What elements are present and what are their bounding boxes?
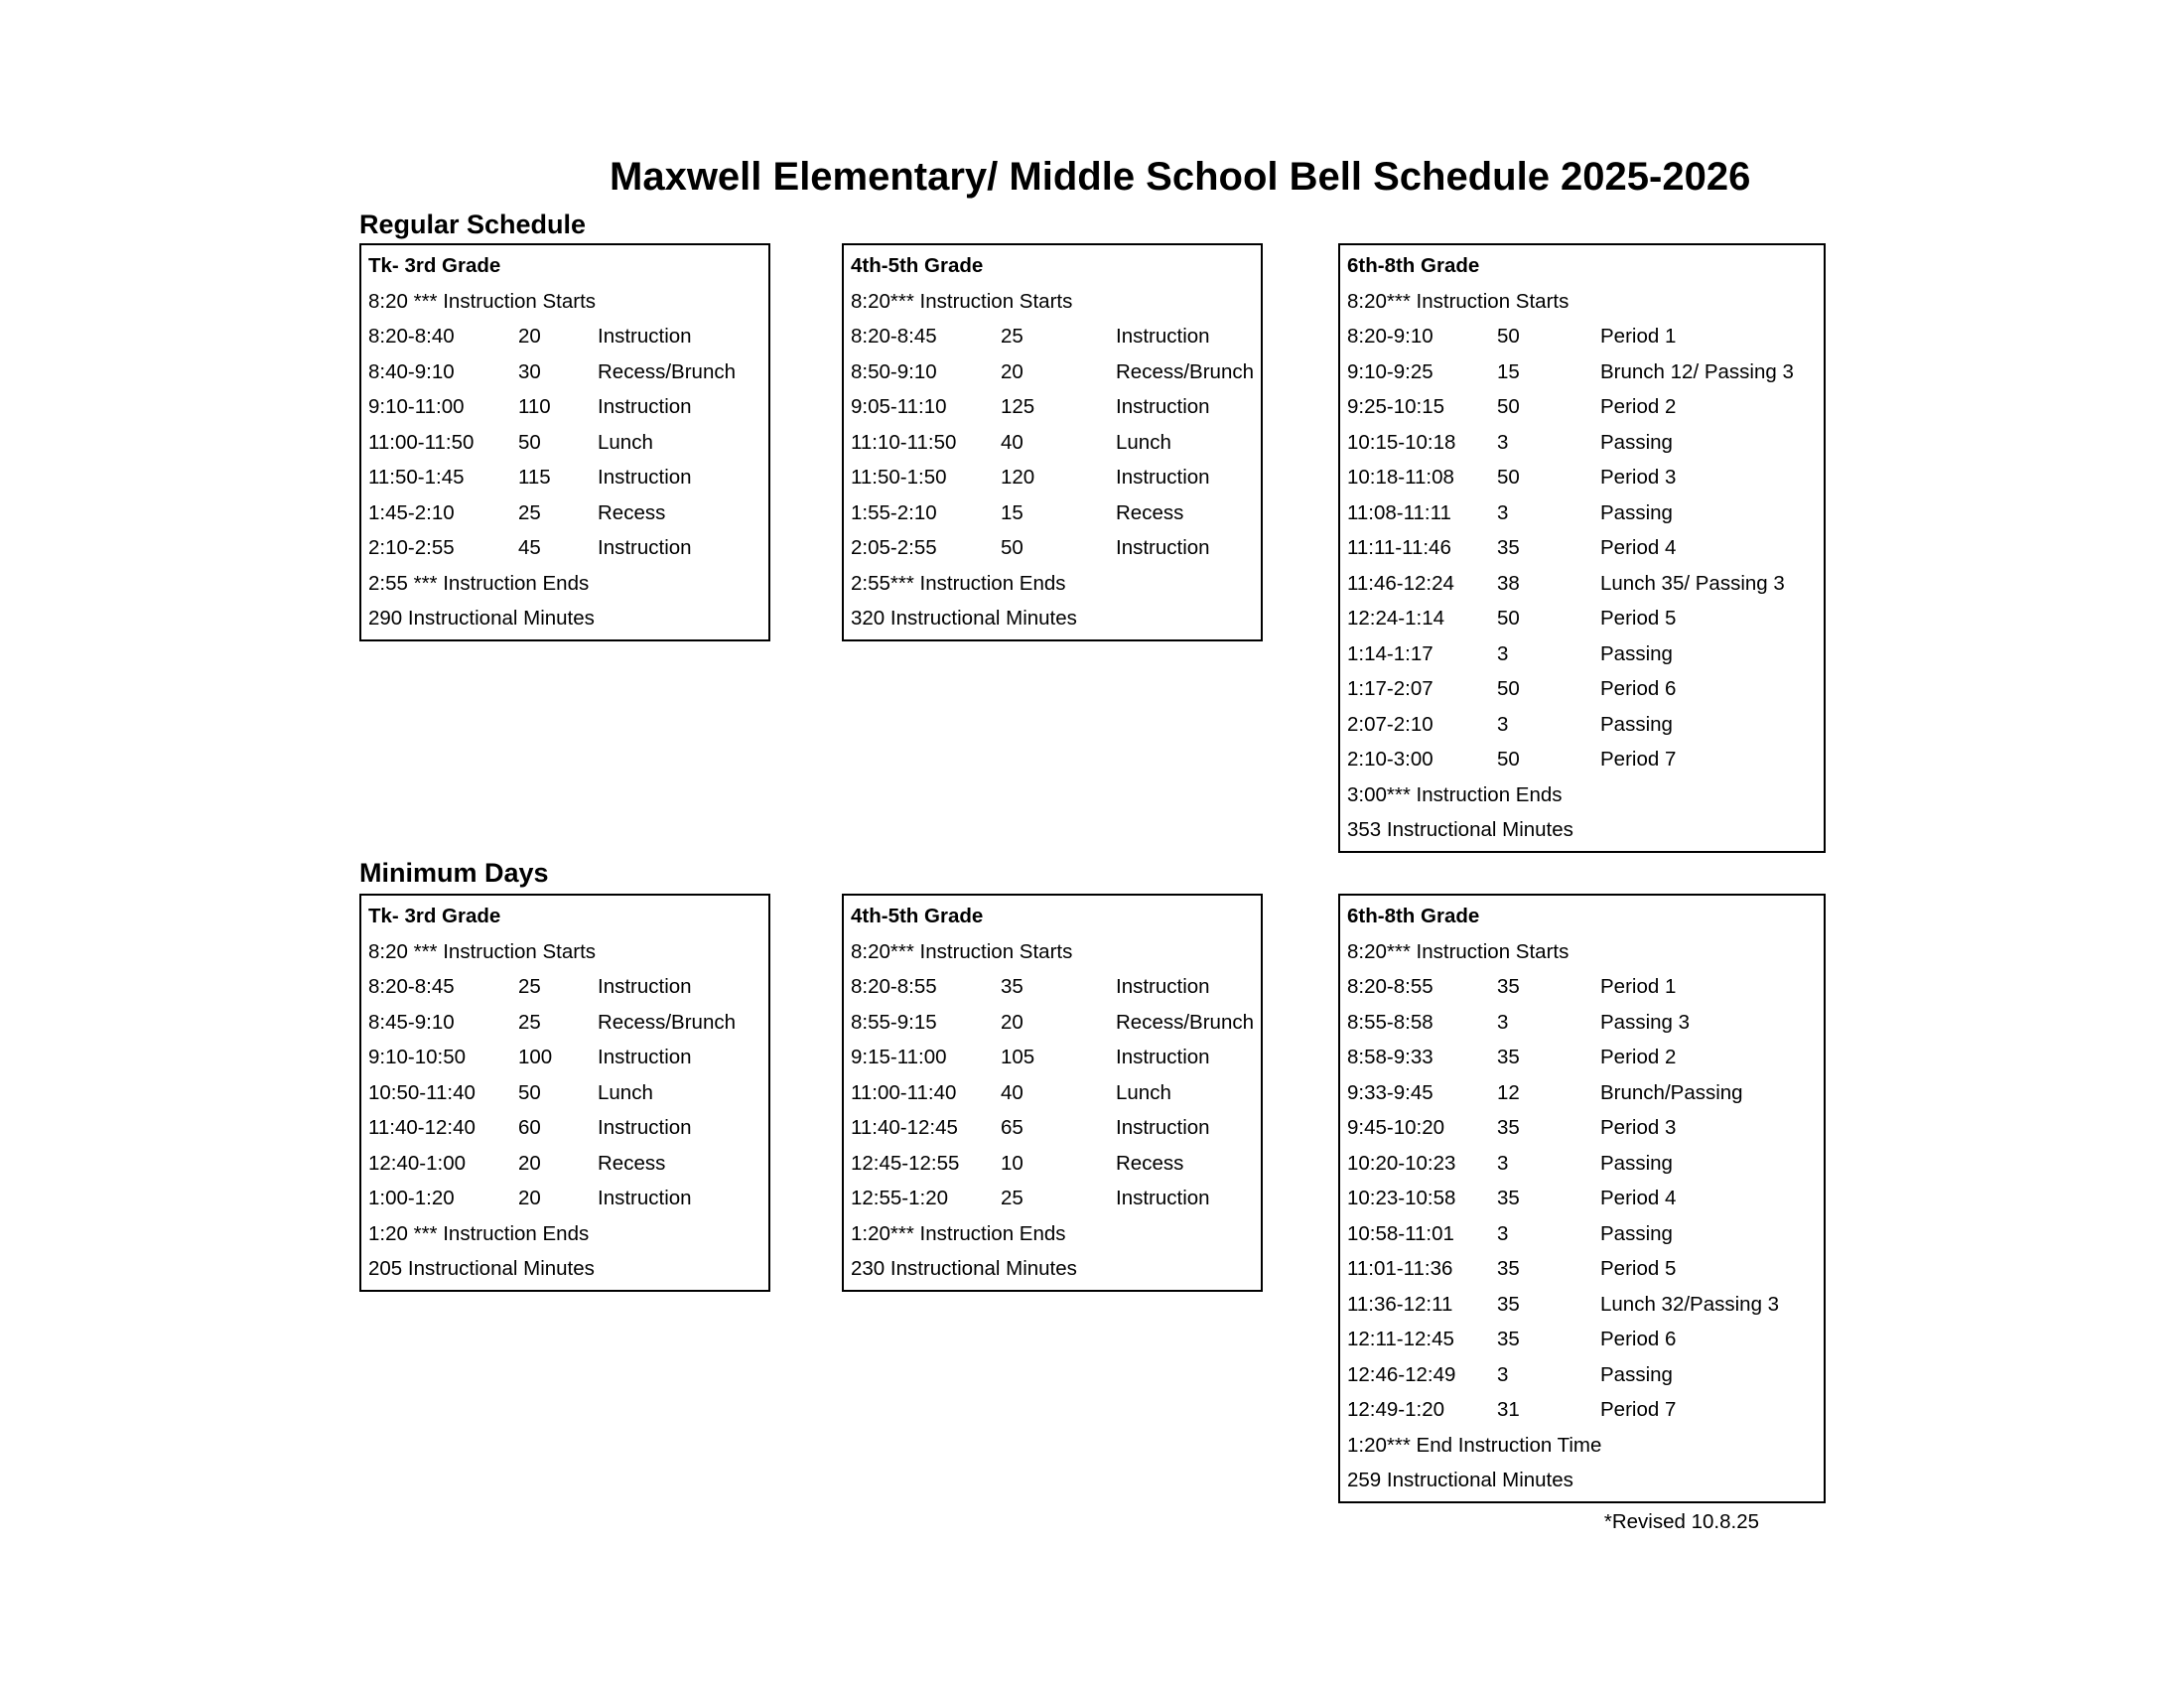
duration-minutes: 35 bbox=[1497, 1257, 1520, 1280]
schedule-row bbox=[1340, 319, 1824, 354]
schedule-row bbox=[1340, 425, 1824, 461]
duration-minutes: 125 bbox=[1001, 395, 1035, 418]
instruction-starts-row bbox=[361, 934, 768, 970]
duration-minutes: 50 bbox=[1497, 466, 1520, 489]
activity-label: Recess/Brunch bbox=[1116, 1005, 1257, 1041]
grade-box-title: Tk- 3rd Grade bbox=[368, 254, 501, 277]
time-range: 10:20-10:23 bbox=[1347, 1151, 1456, 1175]
activity-label: Period 5 bbox=[1600, 601, 1679, 636]
grade-box-title: 6th-8th Grade bbox=[1347, 905, 1480, 927]
schedule-row bbox=[361, 969, 768, 1005]
schedule-row bbox=[844, 319, 1261, 354]
grade-box-header-row bbox=[361, 899, 768, 934]
instructional-minutes-total: 320 Instructional Minutes bbox=[851, 607, 1077, 630]
time-range: 12:46-12:49 bbox=[1347, 1362, 1456, 1386]
schedule-row bbox=[844, 354, 1261, 390]
instructional-minutes-row bbox=[1340, 812, 1824, 848]
activity-label: Period 3 bbox=[1600, 1110, 1679, 1146]
schedule-row bbox=[844, 425, 1261, 461]
grade-box-regular-schedule-1 bbox=[842, 243, 1263, 641]
instruction-starts-line: 8:20 *** Instruction Starts bbox=[368, 289, 597, 313]
time-range: 8:20-8:45 bbox=[368, 975, 455, 998]
time-range: 10:15-10:18 bbox=[1347, 430, 1456, 454]
instruction-starts-row bbox=[844, 284, 1261, 320]
duration-minutes: 25 bbox=[1001, 325, 1024, 348]
activity-label: Lunch 35/ Passing 3 bbox=[1600, 566, 1788, 602]
time-range: 11:01-11:36 bbox=[1347, 1257, 1453, 1280]
duration-minutes: 65 bbox=[1001, 1116, 1024, 1139]
time-range: 11:10-11:50 bbox=[851, 430, 957, 454]
duration-minutes: 120 bbox=[1001, 466, 1035, 489]
schedule-row bbox=[1340, 389, 1824, 425]
schedule-row bbox=[1340, 566, 1824, 602]
duration-minutes: 3 bbox=[1497, 1151, 1509, 1175]
grade-box-title: 4th-5th Grade bbox=[851, 254, 984, 277]
activity-label: Recess/Brunch bbox=[598, 354, 739, 390]
schedule-row bbox=[844, 1005, 1261, 1041]
duration-minutes: 25 bbox=[1001, 1187, 1024, 1209]
time-range: 11:40-12:45 bbox=[851, 1116, 958, 1139]
duration-minutes: 20 bbox=[518, 1187, 541, 1209]
instructional-minutes-row bbox=[844, 1251, 1261, 1287]
schedule-row bbox=[361, 389, 768, 425]
duration-minutes: 25 bbox=[518, 500, 541, 524]
activity-label: Period 2 bbox=[1600, 1040, 1679, 1075]
schedule-row bbox=[1340, 1357, 1824, 1393]
duration-minutes: 20 bbox=[1001, 359, 1024, 383]
schedule-row bbox=[844, 530, 1261, 566]
schedule-row bbox=[1340, 1216, 1824, 1252]
activity-label: Instruction bbox=[598, 460, 695, 495]
grade-box-regular-schedule-2 bbox=[1338, 243, 1826, 853]
activity-label: Period 6 bbox=[1600, 671, 1679, 707]
duration-minutes: 35 bbox=[1497, 1328, 1520, 1350]
time-range: 11:50-1:50 bbox=[851, 466, 947, 489]
duration-minutes: 35 bbox=[1497, 536, 1520, 559]
activity-label: Instruction bbox=[1116, 1040, 1213, 1075]
duration-minutes: 35 bbox=[1497, 1046, 1520, 1068]
instruction-ends-line: 3:00*** Instruction Ends bbox=[1347, 782, 1563, 806]
activity-label: Period 6 bbox=[1600, 1322, 1679, 1357]
time-range: 2:10-3:00 bbox=[1347, 748, 1433, 771]
duration-minutes: 50 bbox=[1497, 325, 1520, 348]
time-range: 10:58-11:01 bbox=[1347, 1221, 1454, 1245]
grade-box-minimum-days-0 bbox=[359, 894, 770, 1292]
duration-minutes: 40 bbox=[1001, 430, 1024, 454]
page-title: Maxwell Elementary/ Middle School Bell Schedule 2025-2026 bbox=[610, 155, 1751, 199]
duration-minutes: 10 bbox=[1001, 1151, 1024, 1175]
time-range: 11:36-12:11 bbox=[1347, 1292, 1453, 1316]
time-range: 10:50-11:40 bbox=[368, 1080, 476, 1104]
instructional-minutes-total: 290 Instructional Minutes bbox=[368, 607, 595, 630]
activity-label: Instruction bbox=[598, 969, 695, 1005]
schedule-row bbox=[361, 1110, 768, 1146]
grade-box-header-row bbox=[361, 248, 768, 284]
duration-minutes: 3 bbox=[1497, 430, 1509, 454]
schedule-row bbox=[844, 495, 1261, 531]
time-range: 9:45-10:20 bbox=[1347, 1116, 1445, 1139]
grade-box-header-row bbox=[1340, 248, 1824, 284]
schedule-row bbox=[1340, 742, 1824, 777]
activity-label: Period 7 bbox=[1600, 742, 1679, 777]
schedule-row bbox=[361, 460, 768, 495]
activity-label: Passing bbox=[1600, 1146, 1676, 1182]
time-range: 1:14-1:17 bbox=[1347, 641, 1433, 665]
duration-minutes: 3 bbox=[1497, 1221, 1509, 1245]
time-range: 11:46-12:24 bbox=[1347, 571, 1454, 595]
grade-box-header-row bbox=[844, 248, 1261, 284]
schedule-row bbox=[1340, 1075, 1824, 1111]
duration-minutes: 25 bbox=[518, 975, 541, 998]
schedule-row bbox=[1340, 1181, 1824, 1216]
activity-label: Instruction bbox=[598, 1110, 695, 1146]
schedule-row bbox=[1340, 1392, 1824, 1428]
time-range: 9:10-9:25 bbox=[1347, 359, 1433, 383]
schedule-row bbox=[1340, 1110, 1824, 1146]
instruction-ends-line: 2:55*** Instruction Ends bbox=[851, 571, 1066, 595]
schedule-row bbox=[361, 1005, 768, 1041]
time-range: 12:45-12:55 bbox=[851, 1151, 960, 1175]
activity-label: Recess bbox=[1116, 495, 1186, 531]
time-range: 12:11-12:45 bbox=[1347, 1328, 1454, 1350]
instruction-starts-row bbox=[1340, 934, 1824, 970]
activity-label: Period 7 bbox=[1600, 1392, 1679, 1428]
activity-label: Recess/Brunch bbox=[598, 1005, 739, 1041]
time-range: 1:55-2:10 bbox=[851, 500, 937, 524]
instructional-minutes-row bbox=[844, 601, 1261, 636]
time-range: 8:20-8:55 bbox=[1347, 975, 1433, 998]
time-range: 11:08-11:11 bbox=[1347, 500, 1451, 524]
schedule-row bbox=[361, 1040, 768, 1075]
schedule-row bbox=[1340, 460, 1824, 495]
instructional-minutes-total: 259 Instructional Minutes bbox=[1347, 1469, 1573, 1491]
schedule-row bbox=[361, 354, 768, 390]
activity-label: Brunch 12/ Passing 3 bbox=[1600, 354, 1797, 390]
duration-minutes: 50 bbox=[518, 1080, 541, 1104]
time-range: 8:55-9:15 bbox=[851, 1010, 937, 1034]
grade-box-minimum-days-1 bbox=[842, 894, 1263, 1292]
instruction-ends-row bbox=[844, 1216, 1261, 1252]
activity-label: Period 5 bbox=[1600, 1251, 1679, 1287]
time-range: 8:45-9:10 bbox=[368, 1010, 455, 1034]
activity-label: Recess/Brunch bbox=[1116, 354, 1257, 390]
duration-minutes: 50 bbox=[1497, 395, 1520, 418]
schedule-row bbox=[1340, 707, 1824, 743]
time-range: 8:58-9:33 bbox=[1347, 1046, 1433, 1068]
activity-label: Period 2 bbox=[1600, 389, 1679, 425]
instructional-minutes-total: 353 Instructional Minutes bbox=[1347, 818, 1573, 841]
section-heading-regular-schedule: Regular Schedule bbox=[359, 210, 587, 239]
duration-minutes: 35 bbox=[1497, 1116, 1520, 1139]
duration-minutes: 35 bbox=[1497, 1187, 1520, 1209]
activity-label: Instruction bbox=[598, 530, 695, 566]
time-range: 9:25-10:15 bbox=[1347, 395, 1445, 418]
activity-label: Passing 3 bbox=[1600, 1005, 1693, 1041]
schedule-row bbox=[361, 530, 768, 566]
instruction-ends-row bbox=[361, 566, 768, 602]
duration-minutes: 30 bbox=[518, 359, 541, 383]
instructional-minutes-total: 230 Instructional Minutes bbox=[851, 1257, 1077, 1280]
schedule-row bbox=[844, 1181, 1261, 1216]
duration-minutes: 20 bbox=[1001, 1010, 1024, 1034]
schedule-row bbox=[1340, 1040, 1824, 1075]
time-range: 8:40-9:10 bbox=[368, 359, 455, 383]
activity-label: Lunch bbox=[598, 425, 656, 461]
time-range: 8:55-8:58 bbox=[1347, 1010, 1433, 1034]
time-range: 9:10-11:00 bbox=[368, 395, 465, 418]
time-range: 9:15-11:00 bbox=[851, 1046, 947, 1068]
duration-minutes: 12 bbox=[1497, 1080, 1520, 1104]
activity-label: Period 4 bbox=[1600, 1181, 1679, 1216]
instruction-starts-line: 8:20*** Instruction Starts bbox=[851, 939, 1073, 963]
activity-label: Instruction bbox=[1116, 319, 1213, 354]
duration-minutes: 20 bbox=[518, 325, 541, 348]
time-range: 8:20-9:10 bbox=[1347, 325, 1433, 348]
duration-minutes: 105 bbox=[1001, 1046, 1035, 1068]
duration-minutes: 15 bbox=[1497, 359, 1520, 383]
time-range: 2:05-2:55 bbox=[851, 536, 937, 559]
activity-label: Instruction bbox=[1116, 389, 1213, 425]
time-range: 11:40-12:40 bbox=[368, 1116, 476, 1139]
instruction-starts-row bbox=[361, 284, 768, 320]
activity-label: Instruction bbox=[598, 1040, 695, 1075]
revision-note: *Revised 10.8.25 bbox=[1603, 1510, 1759, 1533]
schedule-row bbox=[844, 460, 1261, 495]
schedule-row bbox=[361, 1146, 768, 1182]
schedule-row bbox=[1340, 1005, 1824, 1041]
activity-label: Passing bbox=[1600, 495, 1676, 531]
schedule-row bbox=[1340, 969, 1824, 1005]
time-range: 11:50-1:45 bbox=[368, 466, 465, 489]
duration-minutes: 3 bbox=[1497, 1362, 1509, 1386]
activity-label: Instruction bbox=[1116, 530, 1213, 566]
instruction-starts-line: 8:20*** Instruction Starts bbox=[1347, 289, 1570, 313]
time-range: 12:24-1:14 bbox=[1347, 607, 1445, 630]
duration-minutes: 40 bbox=[1001, 1080, 1024, 1104]
time-range: 9:33-9:45 bbox=[1347, 1080, 1433, 1104]
activity-label: Lunch 32/Passing 3 bbox=[1600, 1287, 1782, 1323]
instruction-ends-line: 1:20*** Instruction Ends bbox=[851, 1221, 1066, 1245]
time-range: 11:00-11:40 bbox=[851, 1080, 957, 1104]
activity-label: Instruction bbox=[1116, 460, 1213, 495]
time-range: 9:10-10:50 bbox=[368, 1046, 467, 1068]
schedule-row bbox=[844, 389, 1261, 425]
time-range: 2:10-2:55 bbox=[368, 536, 455, 559]
schedule-row bbox=[1340, 636, 1824, 672]
duration-minutes: 115 bbox=[518, 466, 551, 489]
instruction-starts-line: 8:20*** Instruction Starts bbox=[1347, 939, 1570, 963]
time-range: 11:00-11:50 bbox=[368, 430, 475, 454]
duration-minutes: 35 bbox=[1497, 975, 1520, 998]
activity-label: Period 1 bbox=[1600, 969, 1679, 1005]
instructional-minutes-total: 205 Instructional Minutes bbox=[368, 1257, 595, 1280]
activity-label: Lunch bbox=[598, 1075, 656, 1111]
schedule-row bbox=[844, 1146, 1261, 1182]
activity-label: Passing bbox=[1600, 1216, 1676, 1252]
instructional-minutes-row bbox=[361, 601, 768, 636]
activity-label: Recess bbox=[598, 1146, 668, 1182]
time-range: 11:11-11:46 bbox=[1347, 536, 1451, 559]
duration-minutes: 50 bbox=[1497, 607, 1520, 630]
duration-minutes: 3 bbox=[1497, 641, 1509, 665]
duration-minutes: 31 bbox=[1497, 1398, 1520, 1421]
instruction-starts-line: 8:20*** Instruction Starts bbox=[851, 289, 1073, 313]
schedule-row bbox=[361, 319, 768, 354]
duration-minutes: 3 bbox=[1497, 1010, 1509, 1034]
activity-label: Period 3 bbox=[1600, 460, 1679, 495]
schedule-row bbox=[844, 1075, 1261, 1111]
schedule-row bbox=[361, 425, 768, 461]
instruction-starts-line: 8:20 *** Instruction Starts bbox=[368, 939, 597, 963]
instruction-ends-line: 1:20 *** Instruction Ends bbox=[368, 1221, 590, 1245]
grade-box-title: 4th-5th Grade bbox=[851, 905, 984, 927]
schedule-row bbox=[1340, 495, 1824, 531]
duration-minutes: 15 bbox=[1001, 500, 1024, 524]
duration-minutes: 38 bbox=[1497, 571, 1520, 595]
duration-minutes: 50 bbox=[1497, 677, 1520, 700]
schedule-row bbox=[361, 1181, 768, 1216]
section-heading-minimum-days: Minimum Days bbox=[359, 858, 549, 888]
activity-label: Instruction bbox=[1116, 1181, 1213, 1216]
duration-minutes: 3 bbox=[1497, 712, 1509, 736]
activity-label: Period 1 bbox=[1600, 319, 1679, 354]
activity-label: Instruction bbox=[598, 389, 695, 425]
instruction-ends-row bbox=[1340, 1428, 1824, 1464]
time-range: 10:23-10:58 bbox=[1347, 1187, 1456, 1209]
grade-box-header-row bbox=[1340, 899, 1824, 934]
time-range: 12:49-1:20 bbox=[1347, 1398, 1445, 1421]
time-range: 1:00-1:20 bbox=[368, 1187, 455, 1209]
grade-box-title: 6th-8th Grade bbox=[1347, 254, 1480, 277]
instruction-ends-line: 2:55 *** Instruction Ends bbox=[368, 571, 590, 595]
duration-minutes: 35 bbox=[1497, 1292, 1520, 1316]
time-range: 10:18-11:08 bbox=[1347, 466, 1454, 489]
activity-label: Passing bbox=[1600, 636, 1676, 672]
instruction-ends-line: 1:20*** End Instruction Time bbox=[1347, 1433, 1602, 1457]
duration-minutes: 50 bbox=[1497, 748, 1520, 771]
grade-box-minimum-days-2 bbox=[1338, 894, 1826, 1503]
schedule-row bbox=[1340, 530, 1824, 566]
time-range: 8:50-9:10 bbox=[851, 359, 937, 383]
activity-label: Recess bbox=[1116, 1146, 1186, 1182]
instructional-minutes-row bbox=[361, 1251, 768, 1287]
time-range: 1:17-2:07 bbox=[1347, 677, 1433, 700]
activity-label: Instruction bbox=[598, 1181, 695, 1216]
instruction-starts-row bbox=[1340, 284, 1824, 320]
activity-label: Brunch/Passing bbox=[1600, 1075, 1746, 1111]
activity-label: Lunch bbox=[1116, 425, 1174, 461]
schedule-row bbox=[1340, 1146, 1824, 1182]
schedule-row bbox=[1340, 1322, 1824, 1357]
schedule-row bbox=[1340, 1287, 1824, 1323]
activity-label: Passing bbox=[1600, 707, 1676, 743]
grade-box-header-row bbox=[844, 899, 1261, 934]
time-range: 8:20-8:45 bbox=[851, 325, 937, 348]
instruction-ends-row bbox=[844, 566, 1261, 602]
duration-minutes: 60 bbox=[518, 1116, 541, 1139]
schedule-row bbox=[1340, 1251, 1824, 1287]
time-range: 12:40-1:00 bbox=[368, 1151, 467, 1175]
duration-minutes: 3 bbox=[1497, 500, 1509, 524]
schedule-row bbox=[844, 1040, 1261, 1075]
duration-minutes: 110 bbox=[518, 395, 551, 418]
activity-label: Passing bbox=[1600, 1357, 1676, 1393]
time-range: 2:07-2:10 bbox=[1347, 712, 1433, 736]
activity-label: Instruction bbox=[1116, 969, 1213, 1005]
schedule-row bbox=[844, 1110, 1261, 1146]
instruction-ends-row bbox=[361, 1216, 768, 1252]
grade-box-regular-schedule-0 bbox=[359, 243, 770, 641]
schedule-row bbox=[361, 1075, 768, 1111]
activity-label: Recess bbox=[598, 495, 668, 531]
schedule-row bbox=[844, 969, 1261, 1005]
schedule-row bbox=[1340, 601, 1824, 636]
time-range: 8:20-8:55 bbox=[851, 975, 937, 998]
grade-box-title: Tk- 3rd Grade bbox=[368, 905, 501, 927]
activity-label: Lunch bbox=[1116, 1075, 1174, 1111]
duration-minutes: 100 bbox=[518, 1046, 553, 1068]
duration-minutes: 50 bbox=[518, 430, 541, 454]
time-range: 1:45-2:10 bbox=[368, 500, 455, 524]
instruction-ends-row bbox=[1340, 777, 1824, 813]
instruction-starts-row bbox=[844, 934, 1261, 970]
duration-minutes: 50 bbox=[1001, 536, 1024, 559]
schedule-row bbox=[1340, 671, 1824, 707]
schedule-row bbox=[1340, 354, 1824, 390]
activity-label: Instruction bbox=[598, 319, 695, 354]
time-range: 8:20-8:40 bbox=[368, 325, 455, 348]
duration-minutes: 35 bbox=[1001, 975, 1024, 998]
time-range: 9:05-11:10 bbox=[851, 395, 947, 418]
duration-minutes: 20 bbox=[518, 1151, 541, 1175]
schedule-row bbox=[361, 495, 768, 531]
activity-label: Passing bbox=[1600, 425, 1676, 461]
duration-minutes: 45 bbox=[518, 536, 541, 559]
instructional-minutes-row bbox=[1340, 1463, 1824, 1498]
time-range: 12:55-1:20 bbox=[851, 1187, 949, 1209]
duration-minutes: 25 bbox=[518, 1010, 541, 1034]
activity-label: Period 4 bbox=[1600, 530, 1679, 566]
activity-label: Instruction bbox=[1116, 1110, 1213, 1146]
